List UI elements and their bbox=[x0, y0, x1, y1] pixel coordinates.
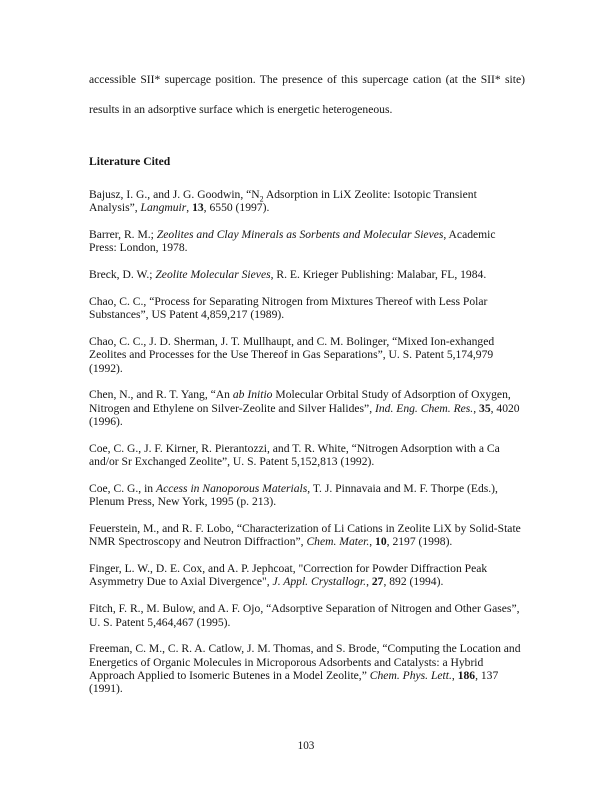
references-list bbox=[89, 188, 525, 696]
reference-text-segment: ab Initio bbox=[232, 388, 273, 402]
reference-text-segment: J. Appl. Crystallogr. bbox=[272, 575, 367, 589]
reference-text-segment: Molecular Orbital Study of Adsorption of Oxygen, Nitrogen and Ethylene on Silver-Zeolite and Silver Halides”, bbox=[89, 388, 511, 415]
reference-item bbox=[89, 442, 525, 469]
reference-text-segment: Chen, N., and R. T. Yang, “An bbox=[89, 388, 233, 402]
reference-item bbox=[89, 188, 525, 215]
reference-item bbox=[89, 642, 525, 695]
page-content bbox=[89, 65, 525, 709]
reference-text-segment: Breck, D. W.; bbox=[89, 268, 156, 282]
reference-text-segment: Chem. Phys. Lett. bbox=[369, 668, 452, 682]
reference-text-segment: Freeman, C. M., C. R. A. Catlow, J. M. Thomas, and S. Brode, “Computing the Location and Energetics of Organic Molecules in Microporous Adsorbents and Catalysts: a Hybrid Approach Applied to Isomeric Butenes in a Model Zeolite,” bbox=[89, 642, 521, 682]
reference-item bbox=[89, 602, 525, 629]
reference-text-segment: 27 bbox=[371, 575, 384, 589]
reference-text-segment: Langmuir bbox=[140, 201, 187, 215]
reference-text-segment: , bbox=[369, 535, 376, 549]
reference-text-segment: 2 bbox=[259, 194, 264, 204]
reference-text-segment: , 137 (1991). bbox=[89, 668, 499, 696]
reference-text-segment: Adsorption in LiX Zeolite: Isotopic Transient Analysis”, bbox=[89, 188, 477, 215]
reference-text-segment: , bbox=[186, 201, 193, 215]
reference-text-segment: 10 bbox=[375, 535, 387, 549]
reference-text-segment: , 6550 (1997). bbox=[203, 201, 270, 215]
reference-text-segment: Bajusz, I. G., and J. G. Goodwin, “N bbox=[89, 188, 260, 201]
body-paragraph: accessible SII* supercage position. The presence of this supercage cation (at the SII* site) results in an adsorptive surface which is energetic heterogeneous. bbox=[89, 73, 525, 116]
reference-text-segment: , Academic Press: London, 1978. bbox=[89, 228, 496, 255]
reference-text-segment: , R. E. Krieger Publishing: Malabar, FL, 1984. bbox=[270, 268, 487, 282]
reference-text-segment: Chao, C. C., “Process for Separating Nitrogen from Mixtures Thereof with Less Polar Substances”, US Patent 4,859,217 (1989). bbox=[89, 294, 488, 322]
reference-item bbox=[89, 482, 525, 509]
reference-text-segment: Coe, C. G., J. F. Kirner, R. Pierantozzi, and T. R. White, “Nitrogen Adsorption with a Ca and/or Sr Exchanged Zeolite”, U. S. Patent 5,152,813 (1992). bbox=[89, 441, 500, 469]
reference-text-segment: Chem. Mater. bbox=[306, 535, 370, 549]
reference-text-segment: Coe, C. G., in bbox=[89, 481, 156, 495]
reference-item bbox=[89, 335, 525, 375]
page-number: 103 bbox=[297, 740, 315, 752]
reference-text-segment: Fitch, F. R., M. Bulow, and A. F. Ojo, “Adsorptive Separation of Nitrogen and Other Gases”, U. S. Patent 5,464,467 (1995). bbox=[89, 602, 520, 629]
reference-text-segment: 186 bbox=[457, 668, 476, 682]
reference-text-segment: , bbox=[451, 668, 458, 682]
reference-text-segment: , T. J. Pinnavaia and M. F. Thorpe (Eds.), Plenum Press, New York, 1995 (p. 213). bbox=[89, 481, 498, 509]
reference-item bbox=[89, 522, 525, 549]
reference-text-segment: Zeolites and Clay Minerals as Sorbents and Molecular Sieves bbox=[156, 228, 444, 242]
reference-text-segment: Ind. Eng. Chem. Res. bbox=[375, 401, 474, 415]
reference-text-segment: , bbox=[366, 575, 372, 589]
reference-text-segment: Finger, L. W., D. E. Cox, and A. P. Jephcoat, "Correction for Powder Diffraction Peak Asymmetry Due to Axial Divergence", bbox=[89, 562, 488, 589]
section-heading: Literature Cited bbox=[89, 155, 171, 168]
reference-text-segment: , 892 (1994). bbox=[383, 575, 444, 589]
reference-item bbox=[89, 228, 525, 255]
reference-text-segment: Zeolite Molecular Sieves bbox=[155, 268, 271, 282]
reference-text-segment: Feuerstein, M., and R. F. Lobo, “Characterization of Li Cations in Zeolite LiX by Solid-State NMR Spectroscopy and Neutron Diffraction”, bbox=[89, 522, 521, 549]
reference-text-segment: , 2197 (1998). bbox=[386, 535, 453, 549]
reference-item bbox=[89, 268, 525, 281]
reference-text-segment: 35 bbox=[479, 401, 491, 415]
reference-text-segment: , bbox=[473, 401, 480, 415]
reference-text-segment: Barrer, R. M.; bbox=[89, 228, 157, 242]
reference-item bbox=[89, 295, 525, 322]
reference-text-segment: Access in Nanoporous Materials bbox=[156, 481, 308, 495]
reference-text-segment: Chao, C. C., J. D. Sherman, J. T. Mullhaupt, and C. M. Bolinger, “Mixed Ion-exhanged Zeolites and Processes for the Use Thereof in Gas Separations”, U. S. Patent 5,174,979 (1992). bbox=[89, 335, 495, 375]
reference-item bbox=[89, 562, 525, 589]
reference-text-segment: , 4020 (1996). bbox=[89, 401, 520, 429]
reference-text-segment: 13 bbox=[192, 201, 204, 215]
reference-item bbox=[89, 388, 525, 428]
